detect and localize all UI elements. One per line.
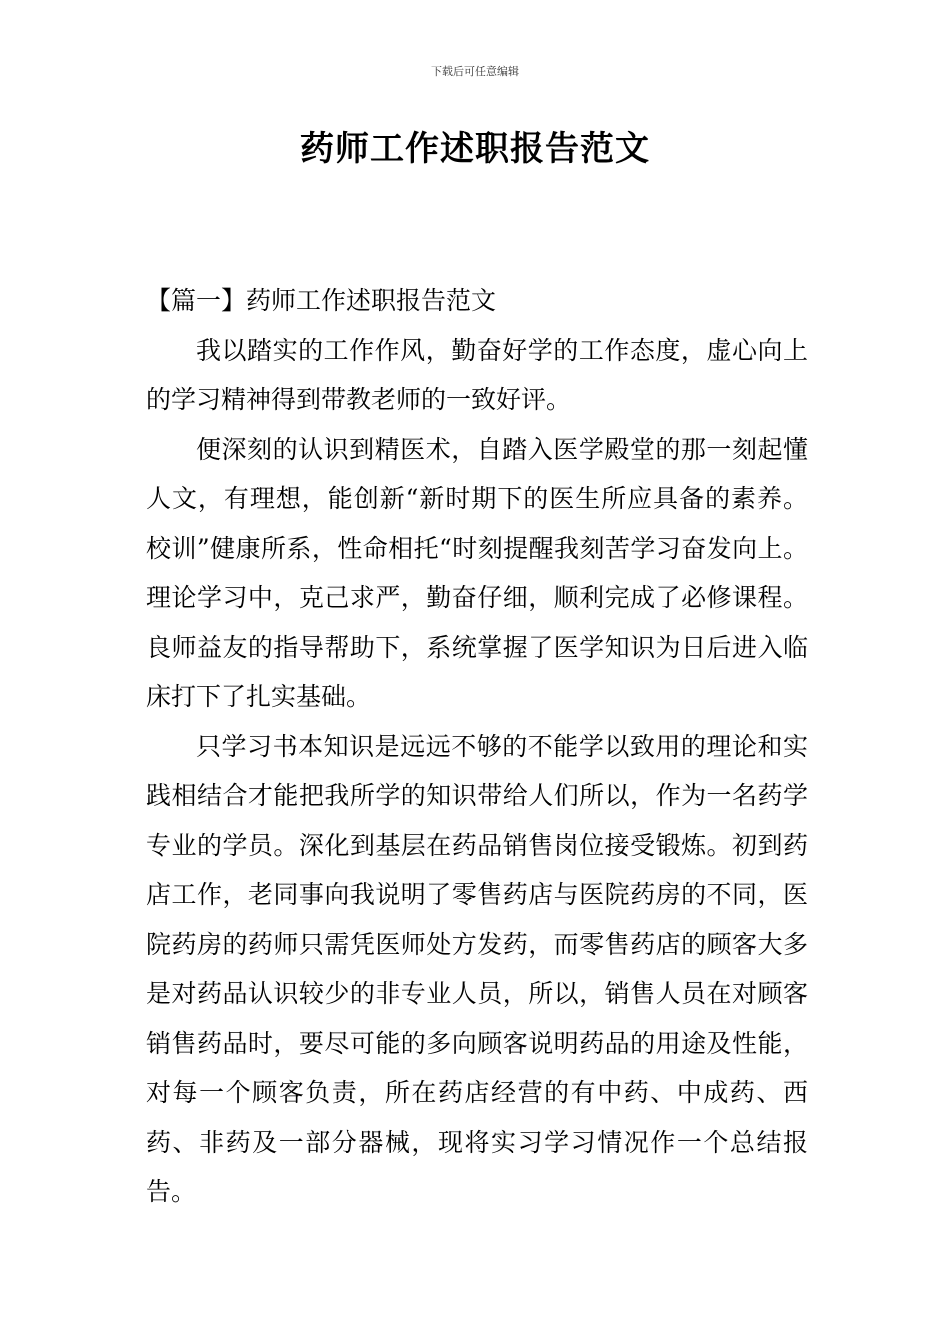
header-note: 下载后可任意编辑 xyxy=(431,65,519,78)
paragraph: 便深刻的认识到精医术，自踏入医学殿堂的那一刻起懂人文，有理想，能创新“新时期下的医生所应具备的素养。校训”健康所系，性命相托“时刻提醒我刻苦学习奋发向上。理论学习中，克己求严，勤奋仔细，顺利完成了必修课程。良师益友的指导帮助下，系统掌握了医学知识为日后进入临床打下了扎实基础。 xyxy=(146,434,808,711)
paragraph: 我以踏实的工作作风，勤奋好学的工作态度，虚心向上的学习精神得到带教老师的一致好评。 xyxy=(146,335,808,414)
section-heading: 【篇一】药师工作述职报告范文 xyxy=(146,286,497,315)
document-title: 药师工作述职报告范文 xyxy=(300,129,650,169)
paragraph: 只学习书本知识是远远不够的不能学以致用的理论和实践相结合才能把我所学的知识带给人们所以，作为一名药学专业的学员。深化到基层在药品销售岗位接受锻炼。初到药店工作，老同事向我说明了零售药店与医院药房的不同，医院药房的药师只需凭医师处方发药，而零售药店的顾客大多是对药品认识较少的非专业人员，所以，销售人员在对顾客销售药品时，要尽可能的多向顾客说明药品的用途及性能，对每一个顾客负责，所在药店经营的有中药、中成药、西药、非药及一部分器械，现将实习学习情况作一个总结报告。 xyxy=(146,731,808,1206)
document-body xyxy=(146,276,808,1217)
